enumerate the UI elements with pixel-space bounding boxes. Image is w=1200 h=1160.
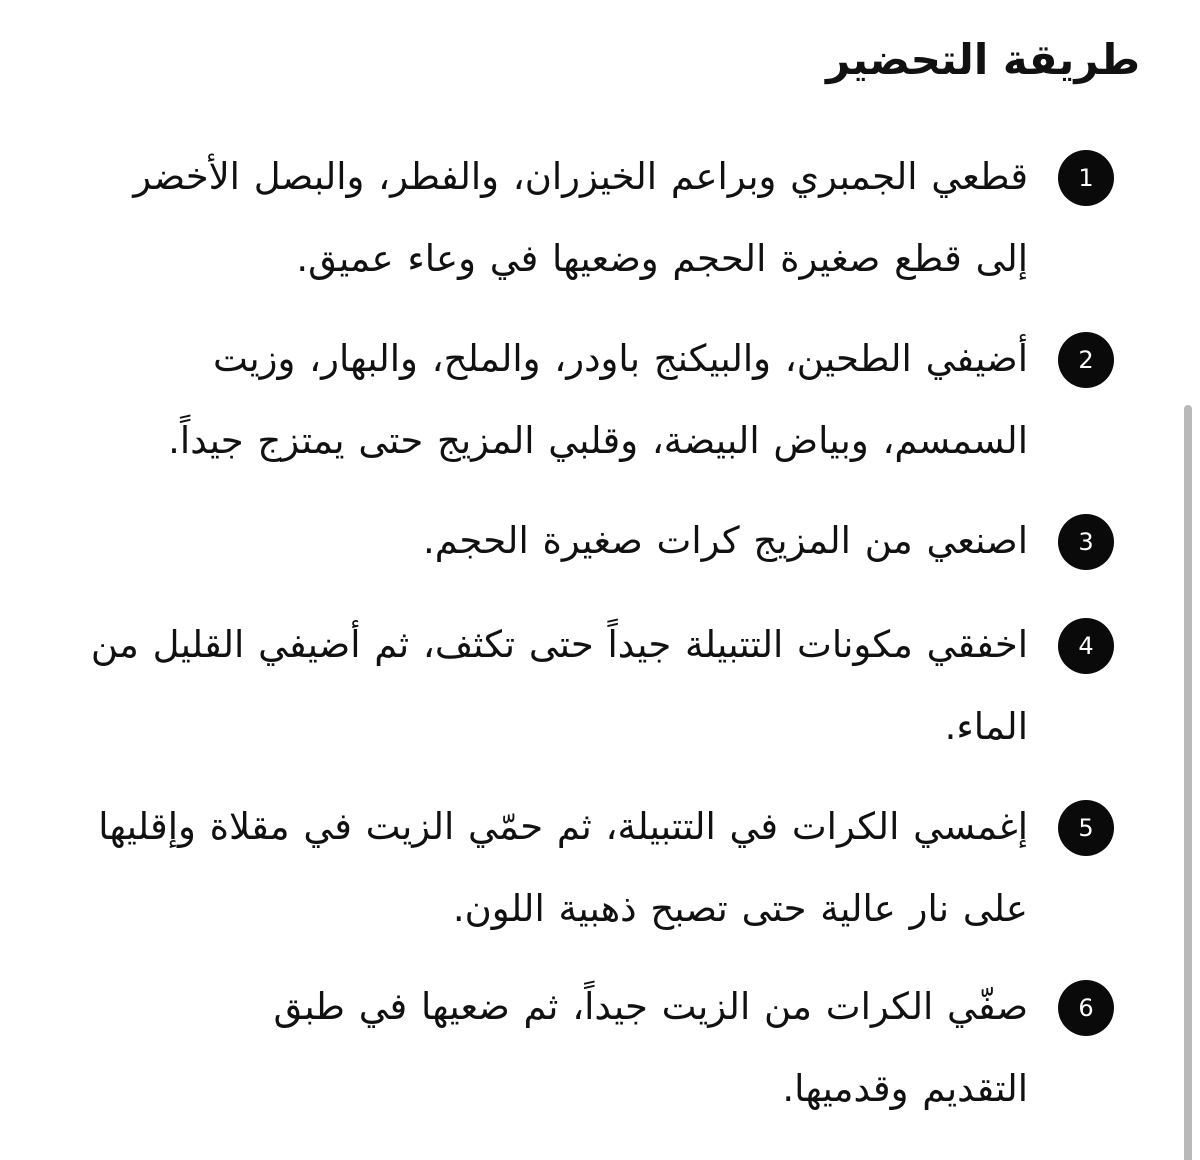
- step-number-badge: 4: [1058, 618, 1114, 674]
- step-text: اخفقي مكونات التتبيلة جيداً حتى تكثف، ثم أضيفي القليل من الماء.: [90, 623, 1028, 748]
- step-text: أضيفي الطحين، والبيكنج باودر، والملح، والبهار، وزيت السمسم، وبياض البيضة، وقلبي المزيج حتى يمتزج جيداً.: [168, 337, 1028, 462]
- step-text: إغمسي الكرات في التتبيلة، ثم حمّي الزيت في مقلاة وإقليها على نار عالية حتى تصبح ذهبية اللون.: [98, 805, 1028, 930]
- step-number-badge: 2: [1058, 332, 1114, 388]
- step-number-badge: 5: [1058, 800, 1114, 856]
- step-number-badge: 6: [1058, 980, 1114, 1036]
- step-3: [60, 500, 1200, 582]
- step-2: [60, 318, 1200, 482]
- step-1: [60, 136, 1200, 300]
- step-text: اصنعي من المزيج كرات صغيرة الحجم.: [423, 519, 1028, 562]
- scrollbar[interactable]: [1184, 405, 1192, 1160]
- step-4: [20, 604, 1200, 768]
- step-text: قطعي الجمبري وبراعم الخيزران، والفطر، والبصل الأخضر إلى قطع صغيرة الحجم وضعيها في وعاء عميق.: [133, 155, 1028, 280]
- step-6: [60, 966, 1200, 1130]
- step-number-badge: 3: [1058, 514, 1114, 570]
- step-5: [60, 786, 1200, 950]
- page-title: طريقة التحضير: [825, 35, 1140, 84]
- step-text: صفّي الكرات من الزيت جيداً، ثم ضعيها في طبق التقديم وقدميها.: [273, 985, 1028, 1110]
- step-number-badge: 1: [1058, 150, 1114, 206]
